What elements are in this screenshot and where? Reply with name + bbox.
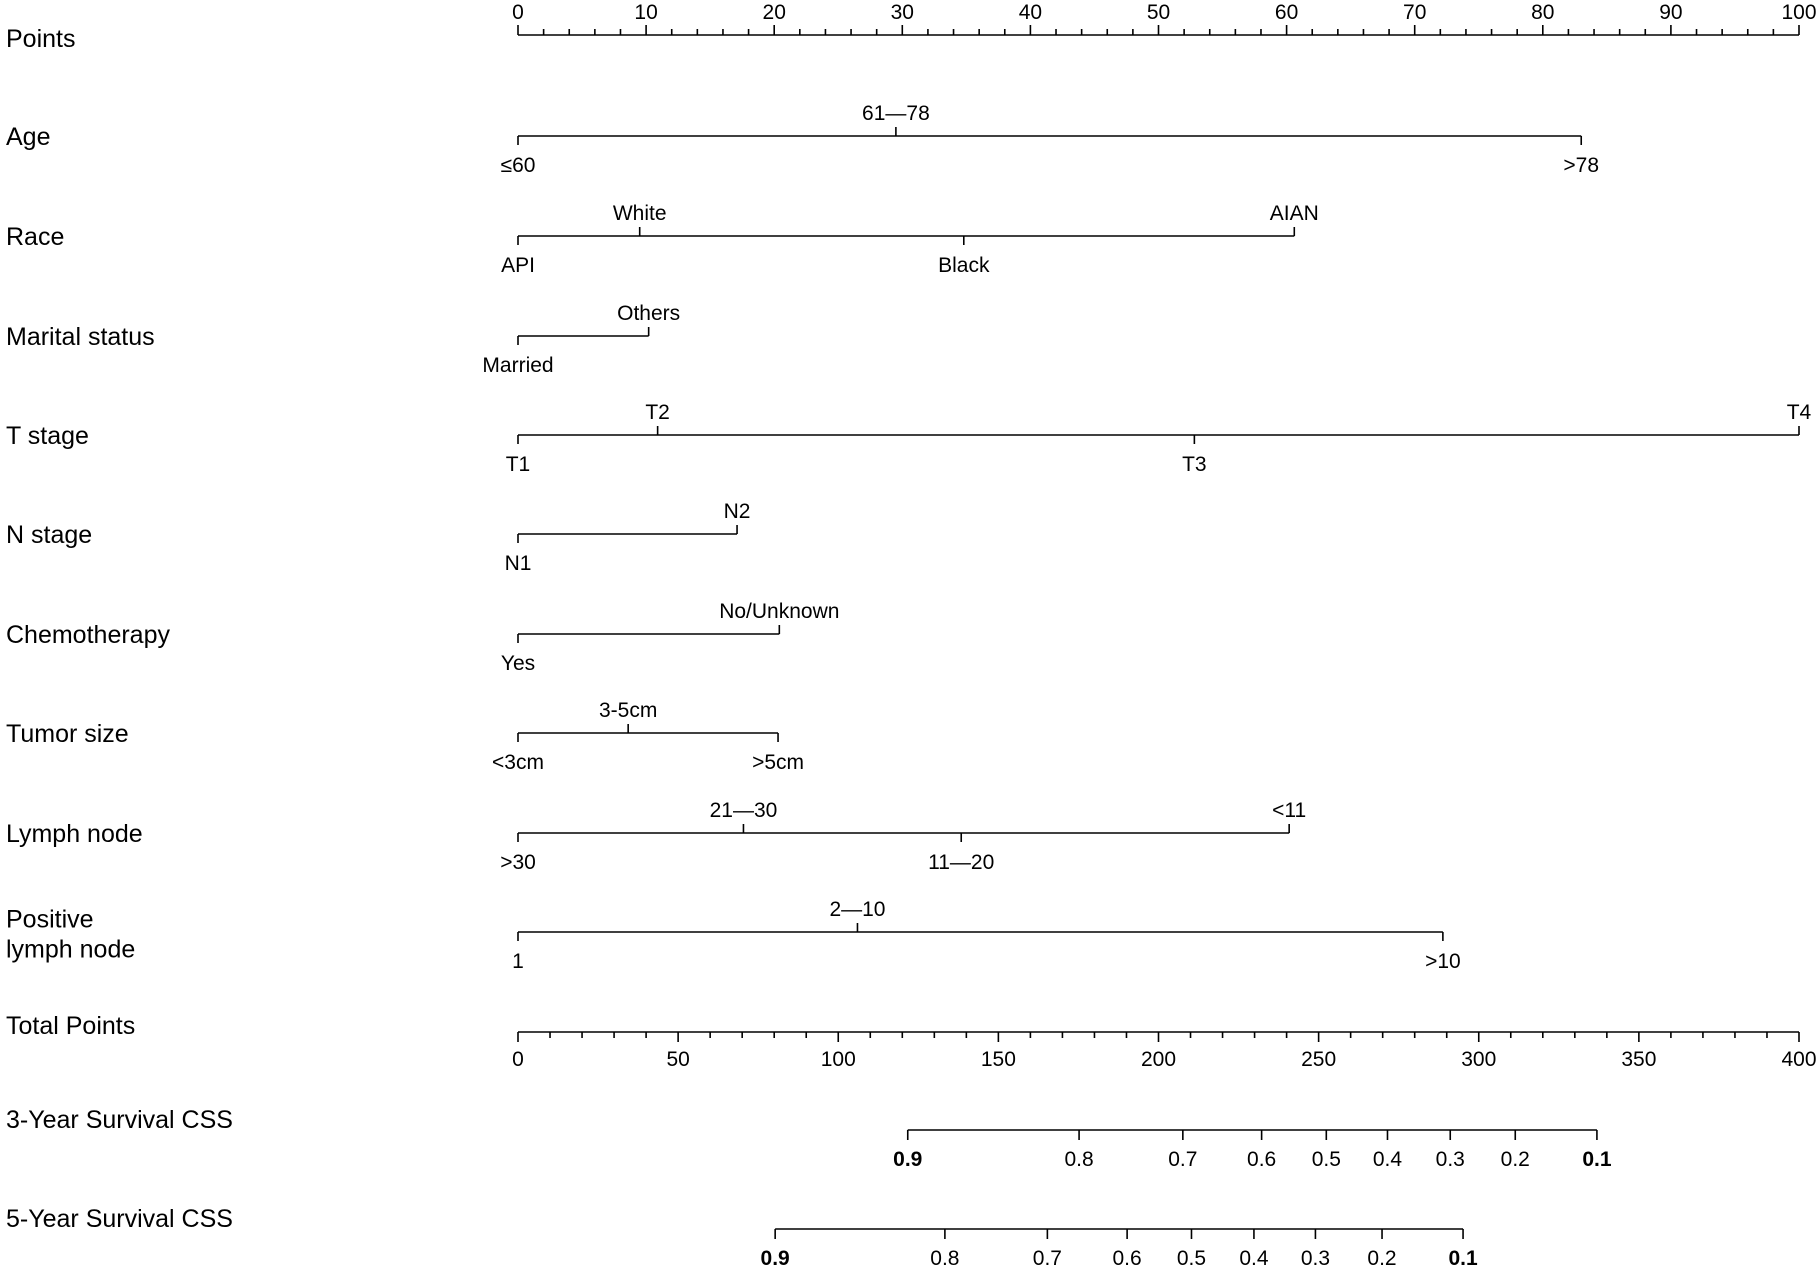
survival-axis-tick-label: 0.8 [1064, 1148, 1094, 1171]
level-label: ≤60 [500, 154, 536, 177]
total-points-tick-label: 200 [1140, 1048, 1177, 1071]
points-axis-tick-label: 90 [1659, 1, 1683, 24]
level-label: Married [482, 354, 554, 377]
level-label: <11 [1272, 799, 1307, 822]
points-axis-tick-label: 0 [512, 1, 524, 24]
points-axis-tick-label: 100 [1781, 1, 1817, 24]
survival-axis-tick-label: 0.4 [1239, 1247, 1269, 1269]
variable-label: Age [6, 123, 51, 151]
points-axis-tick-label: 10 [634, 1, 658, 24]
survival-axis-tick-label: 0.1 [1448, 1247, 1478, 1269]
points-axis-tick-label: 50 [1146, 1, 1171, 24]
survival-axis-tick-label: 0.8 [930, 1247, 960, 1269]
level-label: Others [617, 302, 681, 325]
survival-axis-tick-label: 0.4 [1372, 1148, 1403, 1171]
level-label: White [612, 202, 667, 225]
total-points-tick-label: 0 [512, 1048, 524, 1071]
level-label: Black [938, 254, 990, 277]
variable-label: Lymph node [6, 820, 143, 848]
level-label: API [501, 254, 535, 277]
survival-axis-tick-label: 0.1 [1582, 1148, 1612, 1171]
level-label: <3cm [492, 751, 544, 774]
total-points-tick-label: 100 [820, 1048, 856, 1071]
level-label: >5cm [752, 751, 805, 774]
survival-axis-label: 3-Year Survival CSS [6, 1106, 233, 1134]
points-axis-tick-label: 40 [1018, 1, 1043, 24]
variable-label: Marital status [6, 323, 155, 351]
variable-label: Race [6, 223, 65, 251]
level-label: T2 [645, 401, 670, 424]
total-points-tick-label: 50 [666, 1048, 690, 1071]
level-label: T3 [1182, 453, 1207, 476]
level-label: T4 [1786, 401, 1812, 424]
level-label: 11—20 [928, 851, 995, 874]
level-label: Yes [500, 652, 536, 675]
level-label: T1 [505, 453, 531, 476]
points-axis-tick-label: 60 [1274, 1, 1299, 24]
level-label: >30 [500, 851, 536, 874]
level-label: 61—78 [862, 102, 930, 125]
total-points-tick-label: 300 [1461, 1048, 1497, 1071]
variable-label: T stage [6, 422, 89, 450]
level-label: No/Unknown [719, 600, 840, 623]
variable-label: Positive lymph node [6, 905, 136, 964]
level-label: AIAN [1269, 202, 1319, 225]
survival-axis-tick-label: 0.9 [760, 1247, 790, 1269]
survival-axis-tick-label: 0.9 [893, 1148, 923, 1171]
total-points-axis-label: Total Points [6, 1012, 136, 1040]
level-label: >78 [1563, 154, 1600, 177]
points-axis-label: Points [6, 25, 76, 53]
survival-axis-tick-label: 0.2 [1367, 1247, 1397, 1269]
survival-axis-tick-label: 0.5 [1311, 1148, 1341, 1171]
survival-axis-tick-label: 0.6 [1112, 1247, 1142, 1269]
survival-axis-tick-label: 0.5 [1176, 1247, 1207, 1269]
level-label: N1 [504, 552, 532, 575]
survival-axis-tick-label: 0.3 [1435, 1148, 1465, 1171]
survival-axis-tick-label: 0.7 [1168, 1148, 1198, 1171]
level-label: N2 [723, 500, 751, 523]
total-points-tick-label: 150 [980, 1048, 1016, 1071]
level-label: 3-5cm [598, 699, 658, 722]
survival-axis-tick-label: 0.3 [1300, 1247, 1331, 1269]
points-axis-tick-label: 80 [1531, 1, 1555, 24]
points-axis-tick-label: 30 [890, 1, 914, 24]
variable-label: Chemotherapy [6, 621, 170, 649]
variable-label: N stage [6, 521, 93, 549]
survival-axis-tick-label: 0.7 [1032, 1247, 1062, 1269]
points-axis-tick-label: 70 [1403, 1, 1427, 24]
variable-label: Tumor size [6, 720, 129, 748]
survival-axis-tick-label: 0.2 [1500, 1148, 1530, 1171]
total-points-tick-label: 400 [1781, 1048, 1817, 1071]
level-label: 2—10 [829, 898, 886, 921]
total-points-tick-label: 350 [1621, 1048, 1657, 1071]
survival-axis-tick-label: 0.6 [1247, 1148, 1277, 1171]
survival-axis-label: 5-Year Survival CSS [6, 1205, 233, 1233]
level-label: >10 [1425, 950, 1461, 973]
total-points-tick-label: 250 [1301, 1048, 1337, 1071]
points-axis-tick-label: 20 [762, 1, 786, 24]
level-label: 21—30 [709, 799, 778, 822]
level-label: 1 [512, 950, 524, 973]
